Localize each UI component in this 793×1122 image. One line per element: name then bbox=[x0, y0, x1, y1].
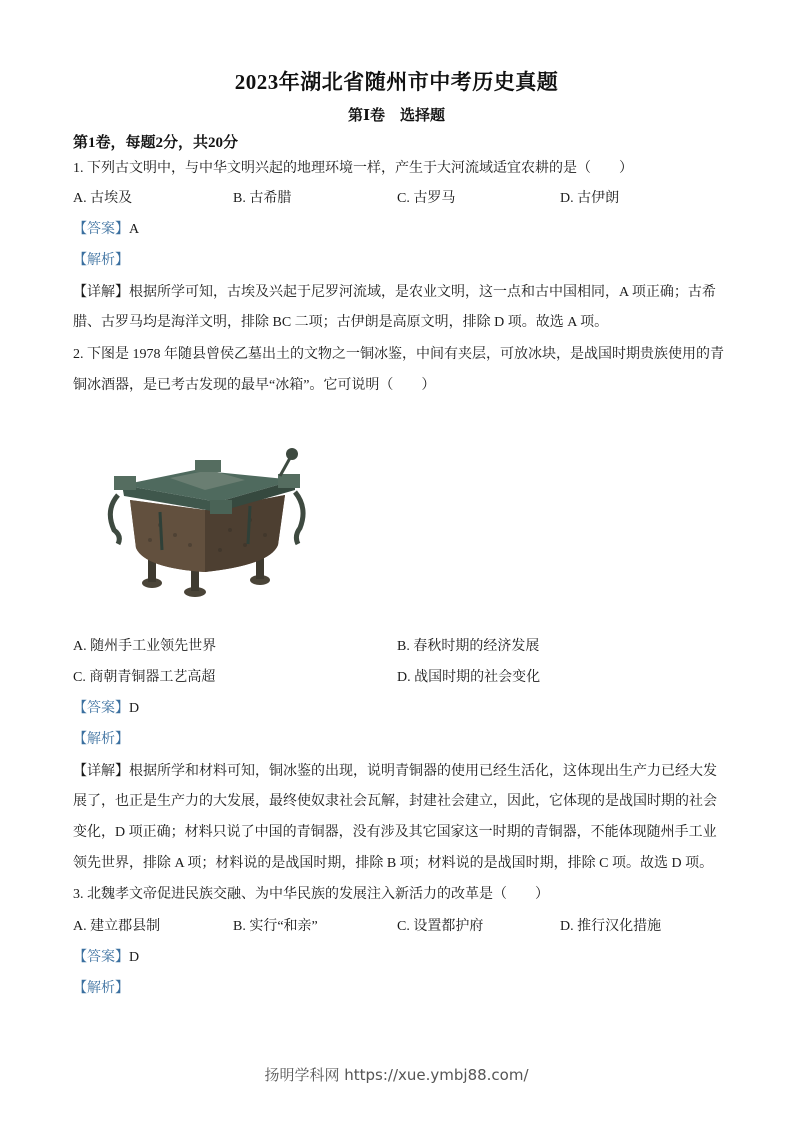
question-2-option-d: D. 战国时期的社会变化 bbox=[397, 670, 541, 685]
question-1-detail-line-2: 腊、古罗马均是海洋文明，排除 BC 二项；古伊朗是高原文明，排除 D 项。故选 A 项。 bbox=[73, 315, 609, 330]
question-2-detail-line-1: 【详解】根据所学和材料可知，铜冰鉴的出现，说明青铜器的使用已经生活化，这体现出生产力已经大发 bbox=[73, 764, 717, 779]
question-1-answer bbox=[73, 221, 139, 239]
detail-label: 【详解】 bbox=[73, 764, 129, 779]
question-1-option-a: A. 古埃及 bbox=[73, 191, 133, 206]
answer-value: D bbox=[129, 950, 140, 965]
question-2-answer bbox=[73, 700, 139, 718]
question-2-analysis-label: 【解析】 bbox=[73, 732, 129, 747]
question-3-analysis-label: 【解析】 bbox=[73, 981, 129, 996]
question-3-option-a: A. 建立郡县制 bbox=[73, 919, 161, 934]
question-1-option-d: D. 古伊朗 bbox=[560, 191, 620, 206]
question-1-detail-line-1: 【详解】根据所学可知，古埃及兴起于尼罗河流域，是农业文明，这一点和古中国相同，A 项正确；古希 bbox=[73, 285, 716, 300]
question-3-option-d: D. 推行汉化措施 bbox=[560, 919, 662, 934]
question-2-stem-line-2: 铜冰酒器，是已考古发现的最早“冰箱”。它可说明（ ） bbox=[73, 378, 436, 393]
answer-label: 【答案】 bbox=[73, 222, 129, 237]
question-2-option-b: B. 春秋时期的经济发展 bbox=[397, 639, 540, 654]
question-2-detail-line-3: 变化，D 项正确；材料只说了中国的青铜器，没有涉及其它国家这一时期的青铜器，不能体现随州手工业 bbox=[73, 825, 717, 840]
question-1-option-b: B. 古希腊 bbox=[233, 191, 292, 206]
question-1-option-c: C. 古罗马 bbox=[397, 191, 456, 206]
page-title: 2023年湖北省随州市中考历史真题 bbox=[234, 70, 559, 94]
bronze-ice-box-image bbox=[100, 440, 310, 600]
question-2-option-c: C. 商朝青铜器工艺高超 bbox=[73, 670, 216, 685]
question-3-answer bbox=[73, 949, 139, 967]
question-2-detail-line-4: 领先世界，排除 A 项；材料说的是战国时期，排除 B 项；材料说的是战国时期，排除 C 项。故选 D 项。 bbox=[73, 856, 714, 871]
page-subtitle: 第Ⅰ卷 选择题 bbox=[347, 108, 446, 124]
answer-label: 【答案】 bbox=[73, 950, 129, 965]
answer-value: D bbox=[129, 701, 140, 716]
question-2-stem-line-1: 2. 下图是 1978 年随县曾侯乙墓出土的文物之一铜冰鉴，中间有夹层，可放冰块，是战国时期贵族使用的青 bbox=[73, 347, 724, 362]
question-3-stem: 3. 北魏孝文帝促进民族交融、为中华民族的发展注入新活力的改革是（ ） bbox=[73, 887, 549, 902]
question-1-stem: 1. 下列古文明中，与中华文明兴起的地理环境一样，产生于大河流域适宜农耕的是（ ） bbox=[73, 161, 633, 176]
question-2-option-a: A. 随州手工业领先世界 bbox=[73, 639, 217, 654]
question-1-analysis-label: 【解析】 bbox=[73, 253, 129, 268]
bronze-vessel-icon bbox=[100, 440, 310, 600]
detail-label: 【详解】 bbox=[73, 285, 129, 300]
footer-watermark: 扬明学科网 https://xue.ymbj88.com/ bbox=[264, 1066, 529, 1084]
section-header: 第1卷，每题2分，共20分 bbox=[73, 135, 239, 151]
question-3-option-b: B. 实行“和亲” bbox=[233, 919, 318, 934]
question-2-detail-line-2: 展了，也正是生产力的大发展，最终使奴隶社会瓦解，封建社会建立，因此，它体现的是战国时期的社会 bbox=[73, 794, 717, 809]
question-3-option-c: C. 设置都护府 bbox=[397, 919, 484, 934]
answer-label: 【答案】 bbox=[73, 701, 129, 716]
answer-value: A bbox=[129, 222, 140, 237]
